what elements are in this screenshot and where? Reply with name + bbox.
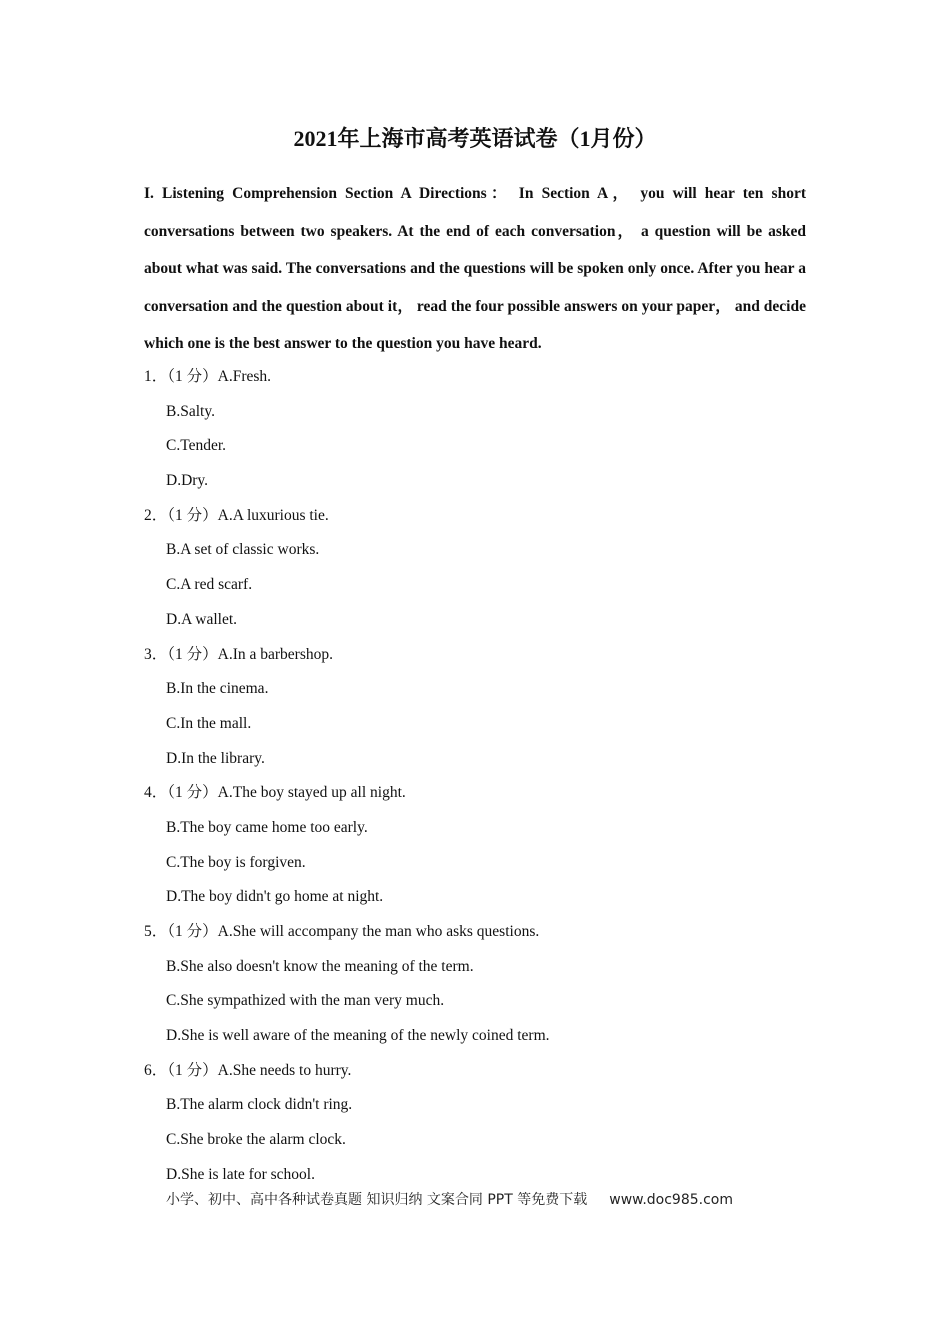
question-list bbox=[144, 364, 806, 1197]
question-4 bbox=[144, 780, 806, 815]
page-title: 2021年上海市高考英语试卷（1月份） bbox=[293, 126, 657, 151]
question-score: （1 分） bbox=[167, 368, 218, 385]
option-a: A.A luxurious tie. bbox=[217, 506, 329, 524]
option-c: C.She broke the alarm clock. bbox=[166, 1131, 346, 1149]
question-6 bbox=[144, 1058, 806, 1093]
option-b: B.Salty. bbox=[166, 402, 215, 420]
question-5 bbox=[144, 919, 806, 954]
question-number: 5． bbox=[144, 923, 168, 940]
question-number: 2． bbox=[144, 506, 168, 524]
question-score: （1 分） bbox=[167, 506, 218, 524]
question-3 bbox=[144, 642, 806, 677]
option-b: B.The boy came home too early. bbox=[166, 818, 368, 836]
footer-url: www.doc985.com bbox=[609, 1192, 733, 1208]
option-d: D.In the library. bbox=[166, 749, 265, 767]
page-footer bbox=[166, 1189, 806, 1211]
question-1 bbox=[144, 364, 806, 399]
option-d: D.Dry. bbox=[166, 472, 209, 490]
question-2 bbox=[144, 503, 806, 538]
question-number: 3． bbox=[144, 645, 168, 663]
footer-text: 小学、初中、高中各种试卷真题 知识归纳 文案合同 PPT 等免费下载 bbox=[166, 1192, 588, 1208]
question-score: （1 分） bbox=[167, 645, 218, 663]
option-b: B.She also doesn't know the meaning of the term. bbox=[166, 957, 474, 975]
option-a: A.The boy stayed up all night. bbox=[217, 784, 406, 802]
option-b: B.The alarm clock didn't ring. bbox=[166, 1096, 353, 1114]
option-d: D.The boy didn't go home at night. bbox=[166, 888, 384, 906]
question-number: 4． bbox=[144, 784, 168, 802]
option-c: C.In the mall. bbox=[166, 714, 252, 732]
question-score: （1 分） bbox=[167, 923, 218, 940]
option-a: A.She will accompany the man who asks questions. bbox=[217, 923, 540, 940]
question-number: 1． bbox=[144, 368, 168, 385]
option-b: B.A set of classic works. bbox=[166, 541, 320, 559]
option-a: A.In a barbershop. bbox=[217, 645, 334, 663]
option-b: B.In the cinema. bbox=[166, 680, 269, 698]
option-a: A.She needs to hurry. bbox=[217, 1061, 352, 1079]
option-c: C.Tender. bbox=[166, 437, 227, 455]
option-a: A.Fresh. bbox=[217, 368, 272, 385]
option-d: D.A wallet. bbox=[166, 610, 238, 628]
option-c: C.The boy is forgiven. bbox=[166, 853, 306, 871]
option-c: C.She sympathized with the man very much. bbox=[166, 992, 445, 1010]
question-score: （1 分） bbox=[167, 784, 218, 802]
question-number: 6． bbox=[144, 1061, 168, 1079]
section-directions: I. Listening Comprehension Section A Directions： In Section A， you will hear ten short conversations between two speakers. At the end of each conversation， a question will be asked about what was said. The conversations and the questions will be spoken only once. After you hear a conversation and the question about it， read the four possible answers on your paper， and decide which one is the best answer to the question you have heard. bbox=[144, 185, 806, 352]
option-c: C.A red scarf. bbox=[166, 576, 253, 594]
option-d: D.She is well aware of the meaning of the newly coined term. bbox=[166, 1027, 550, 1045]
option-d: D.She is late for school. bbox=[166, 1165, 315, 1183]
question-score: （1 分） bbox=[167, 1061, 218, 1079]
